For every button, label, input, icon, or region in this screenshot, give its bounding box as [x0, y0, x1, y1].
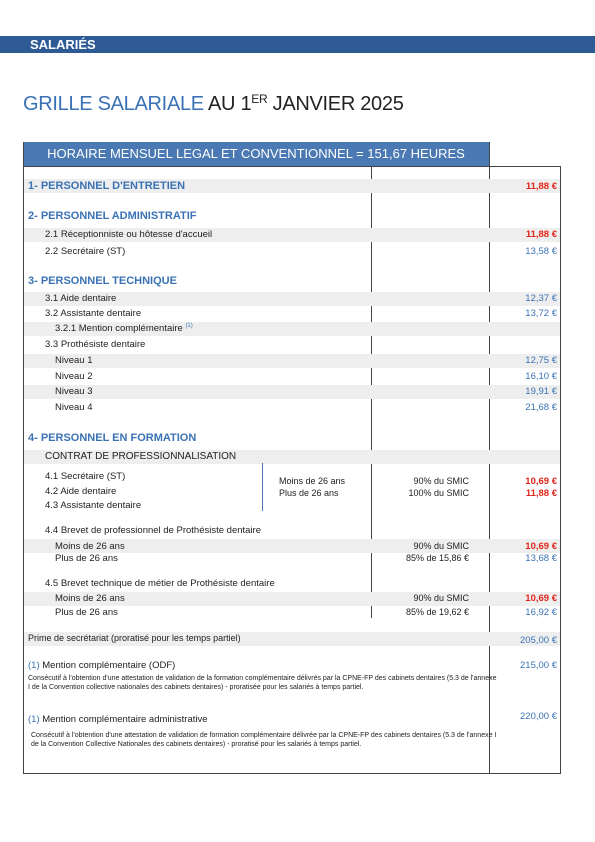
title-part1: GRILLE SALARIALE	[23, 93, 204, 115]
pct-label: 85% de 19,62 €	[405, 607, 469, 617]
section-2-title: 2- PERSONNEL ADMINISTRATIF	[28, 210, 197, 222]
section-1-title: 1- PERSONNEL D'ENTRETIEN	[28, 180, 186, 192]
table-right-border	[560, 166, 561, 774]
title-part2: AU 1	[203, 93, 252, 115]
row-label: 3.1 Aide dentaire	[45, 293, 117, 304]
mention-label: 3.2.1 Mention complémentaire	[55, 323, 183, 334]
row-value: 19,91 €	[525, 386, 557, 397]
row-shade	[24, 385, 560, 399]
row-label: Moins de 26 ans	[55, 593, 125, 604]
row-label: 4.4 Brevet de professionnel de Prothésiste dentaire	[45, 525, 261, 536]
row-value: 13,58 €	[525, 246, 557, 257]
row-value: 13,72 €	[525, 308, 557, 319]
mention-1-title	[28, 660, 175, 671]
contract-heading: CONTRAT DE PROFESSIONNALISATION	[45, 451, 237, 462]
row-value: 16,92 €	[525, 607, 557, 618]
row-label: Moins de 26 ans	[55, 541, 125, 552]
row-label: 4.2 Aide dentaire	[45, 486, 117, 497]
section-4-title: 4- PERSONNEL EN FORMATION	[28, 432, 197, 444]
section-1-value: 11,88 €	[525, 181, 557, 192]
age-label: Plus de 26 ans	[279, 488, 339, 498]
row-value: 10,69 €	[525, 541, 557, 552]
pct-label: 85% de 15,86 €	[405, 553, 469, 563]
prime-value: 205,00 €	[520, 635, 557, 646]
title-sup: ER	[251, 92, 268, 106]
mention-1-label: Mention complémentaire (ODF)	[39, 660, 176, 671]
row-label: Niveau 4	[55, 402, 93, 413]
row-label: Niveau 1	[55, 355, 93, 366]
row-value: 11,88 €	[525, 229, 557, 240]
separator-line	[262, 463, 263, 511]
row-label: 2.1 Réceptionniste ou hôtesse d'accueil	[45, 229, 213, 240]
row-value: 11,88 €	[525, 488, 557, 499]
age-label: Moins de 26 ans	[279, 476, 346, 486]
pct-label: 90% du SMIC	[413, 593, 469, 603]
title-part3: JANVIER 2025	[267, 93, 404, 115]
header-label: SALARIÉS	[30, 37, 96, 52]
row-label: 2.2 Secrétaire (ST)	[45, 246, 126, 257]
pct-label: 90% du SMIC	[413, 541, 469, 551]
footnote-marker: (1)	[28, 660, 40, 671]
table-bottom-border	[23, 773, 561, 774]
mention-2-value: 220,00 €	[520, 711, 557, 722]
row-label: Plus de 26 ans	[55, 607, 118, 618]
table-top-border	[23, 166, 561, 167]
section-3-title: 3- PERSONNEL TECHNIQUE	[28, 275, 177, 287]
pct-label: 100% du SMIC	[408, 488, 469, 498]
row-value: 12,75 €	[525, 355, 557, 366]
row-label: 4.5 Brevet technique de métier de Prothésiste dentaire	[45, 578, 275, 589]
mention-2-note: Consécutif à l'obtention d'une attestation de validation de formation complémentaire délivrée par la CPNE-FP des cabinets dentaires (5.3 de l'annexe I de la Convention Collective Nationales des cabinets dentaires) - proratisé pour les salariés à temps partiel.	[31, 732, 497, 748]
prime-label: Prime de secrétariat (proratisé pour les temps partiel)	[28, 633, 241, 643]
mention-2-title	[28, 714, 208, 725]
page-title	[23, 93, 404, 116]
row-value: 13,68 €	[525, 553, 557, 564]
row-value: 12,37 €	[525, 293, 557, 304]
row-label: Niveau 2	[55, 371, 93, 382]
row-value: 21,68 €	[525, 402, 557, 413]
row-label: 3.2 Assistante dentaire	[45, 308, 142, 319]
mention-1-value: 215,00 €	[520, 660, 557, 671]
row-label	[55, 323, 193, 334]
row-label: 4.3 Assistante dentaire	[45, 500, 142, 511]
mention-2-label: Mention complémentaire administrative	[39, 714, 208, 725]
row-value: 10,69 €	[525, 593, 557, 604]
footnote-marker: (1)	[28, 714, 40, 725]
pct-label: 90% du SMIC	[413, 476, 469, 486]
row-label: 3.3 Prothésiste dentaire	[45, 339, 146, 350]
row-shade	[24, 354, 560, 368]
row-value: 16,10 €	[525, 371, 557, 382]
row-label: Plus de 26 ans	[55, 553, 118, 564]
row-value: 10,69 €	[525, 476, 557, 487]
mention-1-note: Consécutif à l'obtention d'une attestation de validation de la formation complémentaire délivrés par la CPNE-FP des cabinets dentaires (5.3 de l'annexe I de la Convention collective nationales des cabinets dentaires) - proratisée pour les salariés à temps partiel.	[28, 675, 497, 691]
row-label: 4.1 Secrétaire (ST)	[45, 471, 126, 482]
hours-banner: HORAIRE MENSUEL LEGAL ET CONVENTIONNEL = 151,67 HEURES	[23, 142, 489, 166]
row-label: Niveau 3	[55, 386, 93, 397]
footnote-ref: (1)	[185, 323, 193, 329]
